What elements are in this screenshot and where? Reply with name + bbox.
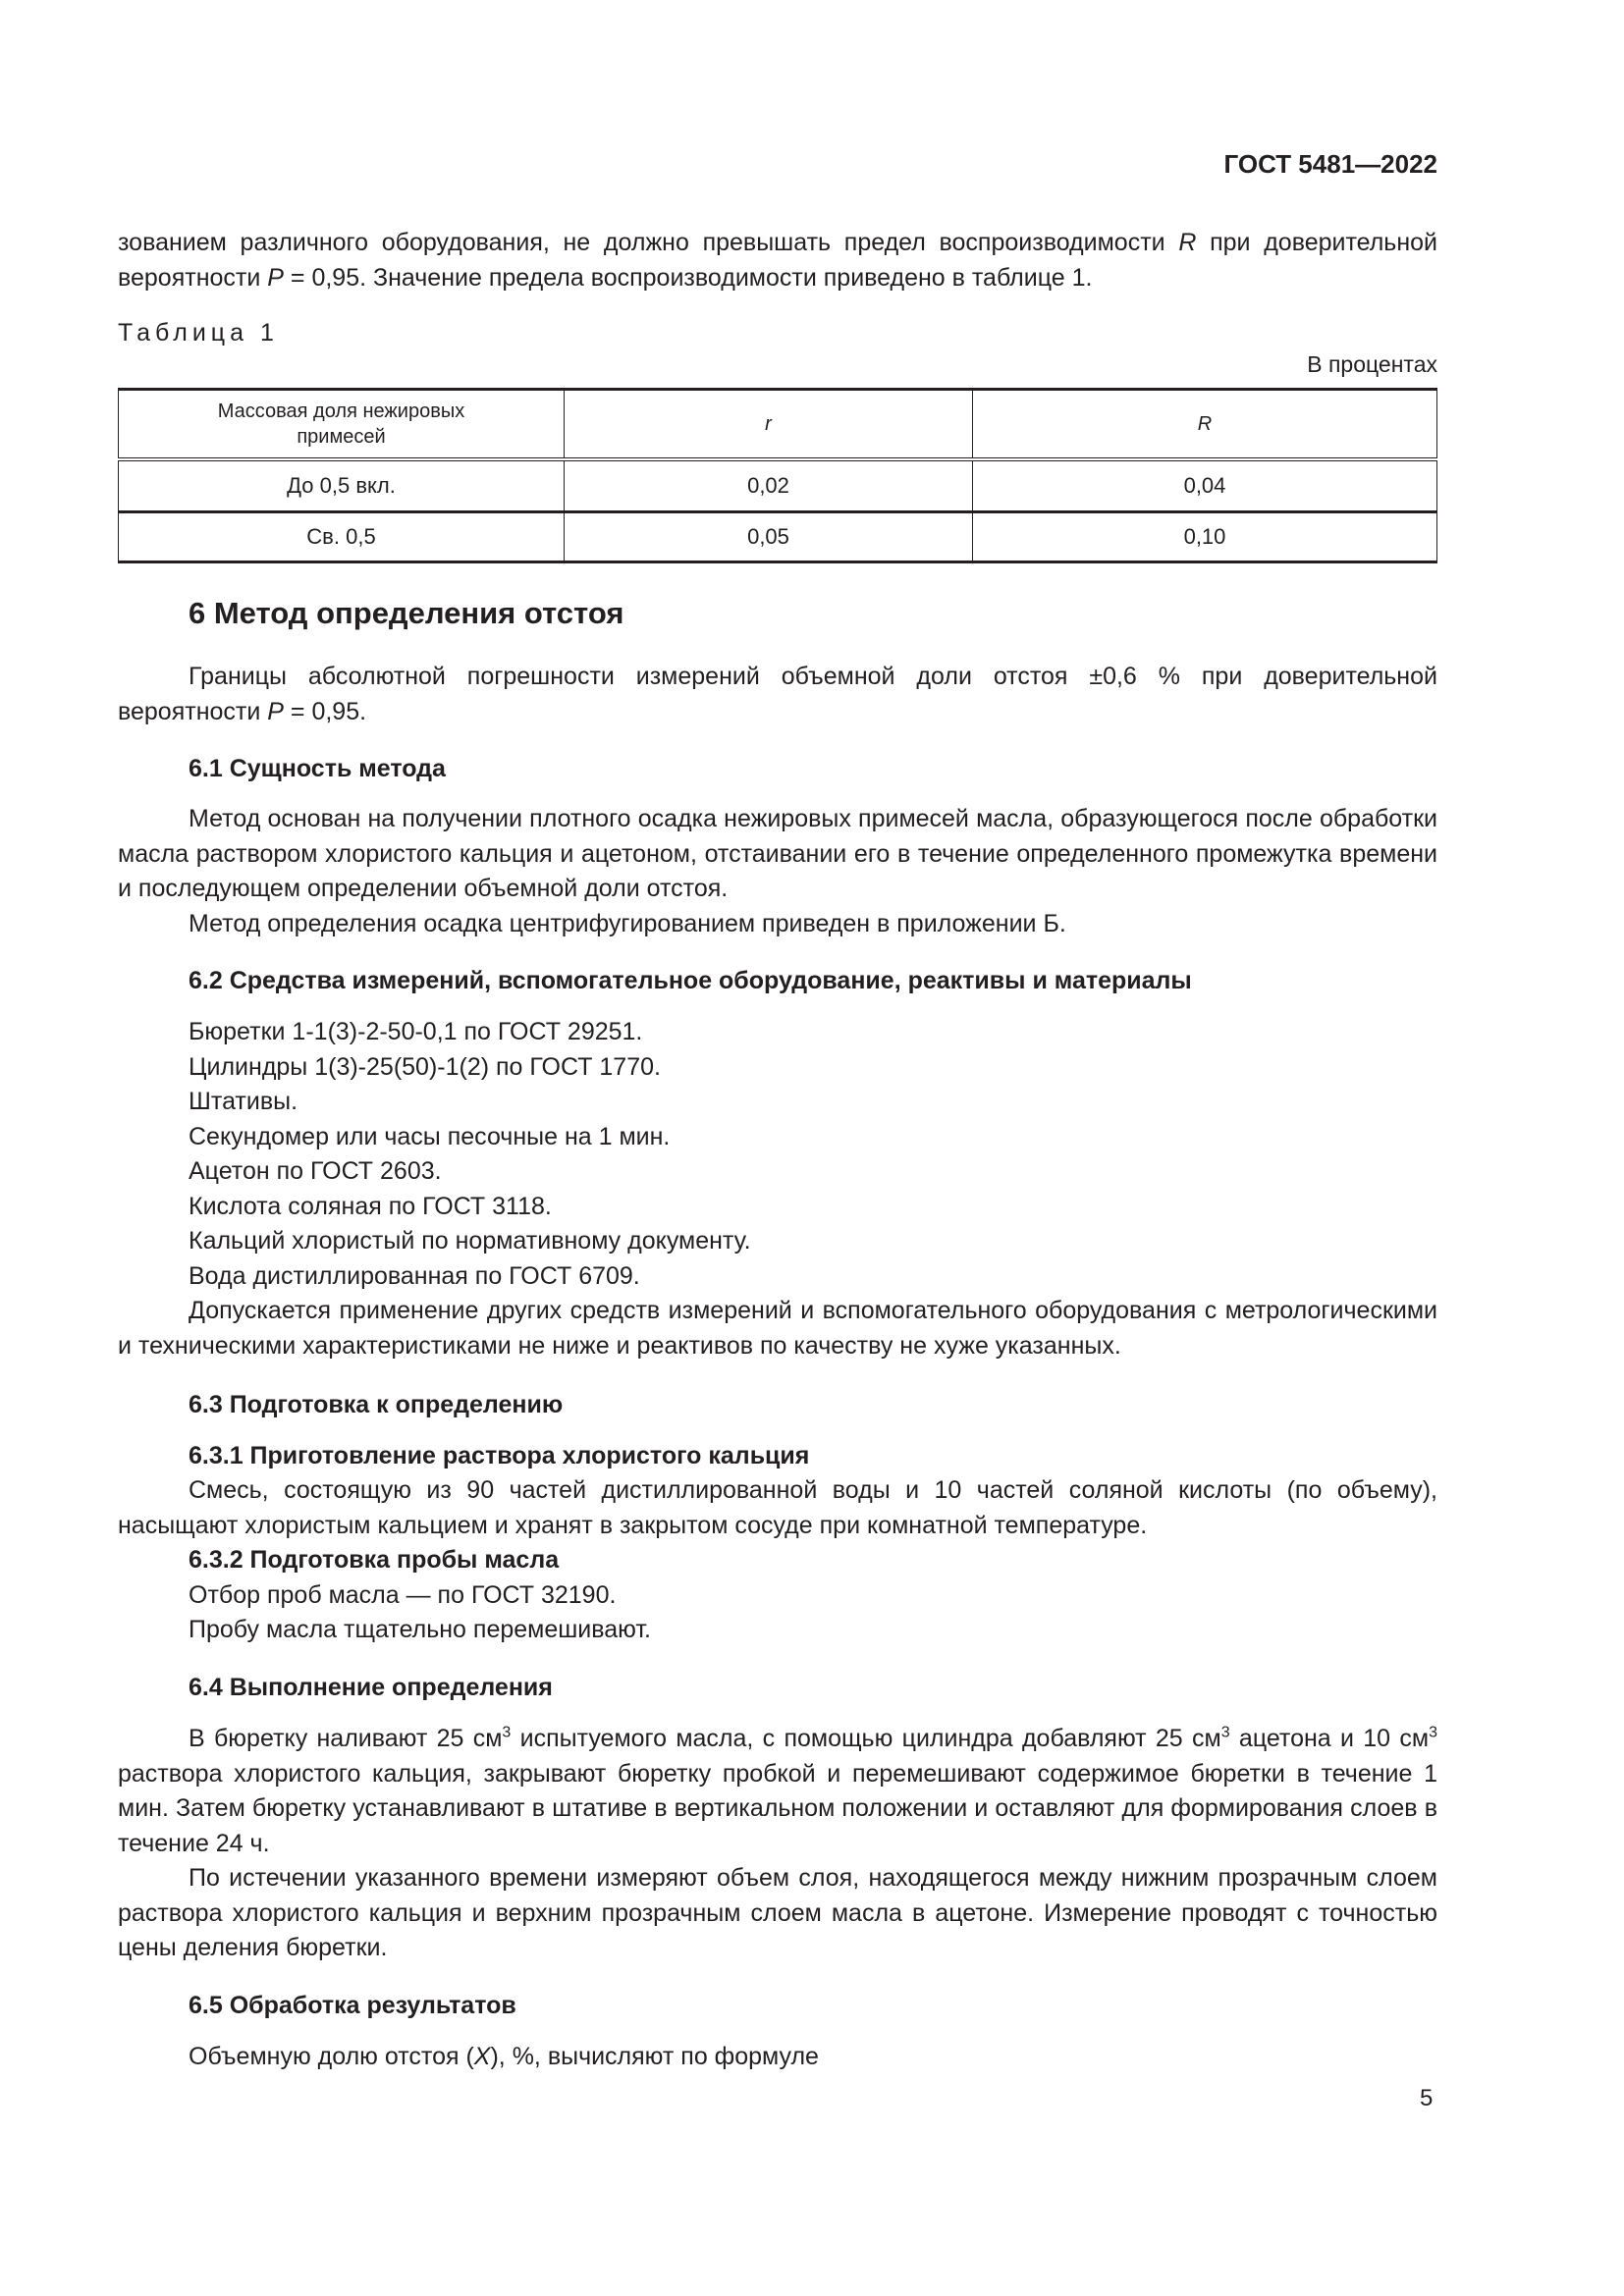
table-cell: До 0,5 вкл. [119, 459, 565, 512]
paragraph: В бюретку наливают 25 $см^3$ испытуемого масла, с помощью цилиндра добавляют 25 $см^3$ ацетона и 10 $см^3$ раствора хлористого кальция, закрывают бюретку пробкой и перемешивают содержимое бюретки в течение 1 мин. Затем бюретку устанавливают в штативе в вертикальном положении и оставляют для формирования слоев в течение 24 ч. [118, 1724, 1437, 1857]
section-6-4-title: 6.4 Выполнение определения [189, 1674, 553, 1701]
page-number: 5 [1420, 2085, 1434, 2111]
table-caption: Таблица 1 [118, 319, 279, 347]
list-item: Секундомер или часы песочные на 1 мин. [189, 1122, 671, 1150]
section-6-3-1-title: 6.3.1 Приготовление раствора хлористого кальция [189, 1442, 810, 1469]
header-cell: Массовая доля нежировых примесей [119, 390, 565, 460]
section-6-5-body [118, 2040, 1437, 2075]
section-6-paragraph: Границы абсолютной погрешности измерений объемной доли отстоя ±0,6 % при доверительной вероятности P = 0,95. [118, 663, 1437, 725]
precision-table [118, 388, 1437, 563]
table-header-row [119, 390, 1437, 460]
list-item: Штативы. [189, 1088, 298, 1115]
table-cell: 0,04 [973, 459, 1437, 512]
list-item: Бюретки 1-1(3)-2-50-0,1 по ГОСТ 29251. [189, 1018, 643, 1045]
table-cell: Св. 0,5 [119, 512, 565, 562]
paragraph: Отбор проб масла — по ГОСТ 32190. [189, 1580, 617, 1609]
header-cell: R [973, 390, 1437, 460]
table-units: В процентах [1307, 351, 1437, 377]
paragraph: Метод определения осадка центрифугированием приведен в приложении Б. [189, 909, 1066, 937]
paragraph: Объемную долю отстоя (X), %, вычисляют по формуле [189, 2043, 819, 2070]
symbol: P [267, 263, 284, 292]
section-6-4-body [118, 1722, 1437, 1966]
list-item: Ацетон по ГОСТ 2603. [189, 1157, 442, 1185]
list-item: Цилиндры 1(3)-25(50)-1(2) по ГОСТ 1770. [189, 1052, 661, 1081]
paragraph: Метод основан на получении плотного осадка нежировых примесей масла, образующегося после обработки масла раствором хлористого кальция и ацетоном, отстаивании его в течение определенного промежутка времени и последующем определении объемной доли отстоя. [118, 805, 1437, 902]
section-6-3-1-body [118, 1473, 1437, 1648]
text: зованием различного оборудования, не должно превышать предел воспроизводимости [118, 229, 1179, 256]
paragraph: Смесь, состоящую из 90 частей дистиллированной воды и 10 частей соляной кислоты (по объему), насыщают хлористым кальцием и хранят в закрытом сосуде при комнатной температуре. [118, 1476, 1437, 1539]
section-6-1-title: 6.1 Сущность метода [189, 755, 446, 782]
table-row [119, 512, 1437, 562]
section-6-2-title: 6.2 Средства измерений, вспомогательное оборудование, реактивы и материалы [189, 967, 1192, 994]
list-item: Вода дистиллированная по ГОСТ 6709. [189, 1261, 640, 1290]
section-6-3-2-title: 6.3.2 Подготовка пробы масла [189, 1546, 560, 1574]
section-6-1-body [118, 802, 1437, 941]
section-6-title: 6 Метод определения отстоя [189, 596, 624, 630]
paragraph: Пробу масла тщательно перемешивают. [189, 1616, 651, 1643]
symbol: R [1178, 229, 1197, 256]
intro-paragraph [118, 226, 1437, 295]
list-item: Кальций хлористый по нормативному документу. [189, 1227, 751, 1255]
table-cell: 0,10 [973, 512, 1437, 562]
section-6-5-title: 6.5 Обработка результатов [189, 1992, 516, 2019]
document-header: ГОСТ 5481—2022 [1223, 149, 1437, 179]
section-6-3-title: 6.3 Подготовка к определению [189, 1391, 564, 1418]
paragraph: Допускается применение других средств измерений и вспомогательного оборудования с метрологическими и техническими характеристиками не ниже и реактивов по качеству не хуже указанных. [118, 1297, 1437, 1360]
table-row [119, 459, 1437, 512]
list-item: Кислота соляная по ГОСТ 3118. [189, 1192, 552, 1220]
table-cell: 0,05 [565, 512, 973, 562]
section-6-2-body [118, 1015, 1437, 1363]
text: = 0,95. Значение предела воспроизводимости приведено в таблице 1. [283, 263, 1093, 292]
paragraph: По истечении указанного времени измеряют объем слоя, находящегося между нижним прозрачным слоем раствора хлористого кальция и верхним прозрачным слоем масла в ацетоне. Измерение проводят с точностью цены деления бюретки. [118, 1864, 1437, 1961]
header-cell: r [565, 390, 973, 460]
text: при доверительной вероятности [118, 229, 1438, 292]
table-cell: 0,02 [565, 459, 973, 512]
